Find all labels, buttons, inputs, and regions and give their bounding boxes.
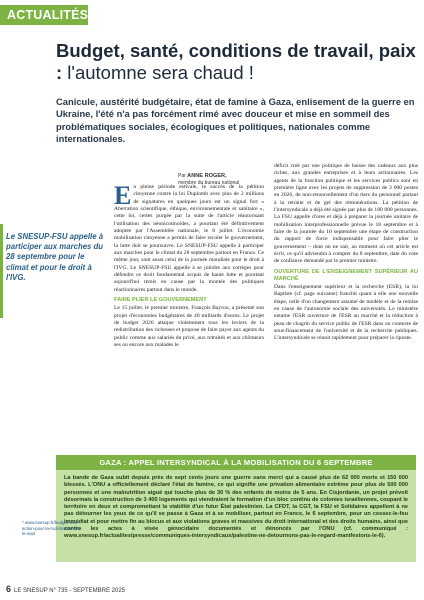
headline-rest: l'automne sera chaud ! [62,62,254,83]
col1-para1: n pleine période estivale, le succès de la pétition citoyenne contre la loi Duplomb avec plus de 2 millions de signatures en quelques jours est un signal fort « Aberration scientifique, éthique, environnementale et sanitaire », cette loi, certes purgée par la suite de l'article réautorisant l'utilisation des néonicotinoïdes, a pourtant été définitivement adoptée par l'Assemblée nationale, le 8 juillet. L'économie mobilisation citoyenne a permis de faire reculer le gouvernement, la lutte doit se poursuivre. Le SNESUP-FSU appelle à participer aux marches pour le climat du 28 septembre partout en France. Ce même jour, sont aussi celui de la journée mondiale pour le droit à l'IVG. Le SNESUP-FSU appelle à se joindre aux cortèges pour défendre ce droit fondamental acquis de haute lutte et pourtant aujourd'hui remis en cause par la montée des politiques réactionnaires partout dans le monde. [114,184,264,293]
byline-role: membre du bureau national [178,179,240,186]
lead-paragraph: Canicule, austérité budgétaire, état de famine à Gaza, enlisement de la guerre en Ukraine, l'été n'a pas forcément rimé avec douceur et mise en sommeil des problématiques sociales, écologiques et politiques, nationales comme internationales. [56,96,415,145]
gaza-box-title: GAZA : APPEL INTERSYNDICAL À LA MOBILISATION DU 6 SEPTEMBRE [56,455,416,470]
headline [56,40,416,84]
page-footer [6,584,125,594]
drop-cap: E [114,181,132,210]
side-pull-quote: Le SNESUP-FSU appelle à participer aux marches du 28 septembre pour le climat et pour le droit à l'IVG. [6,232,106,283]
gaza-box-body: La bande de Gaza subit depuis près de sept cents jours une guerre sans merci qui a causé plus de 62 000 morts et 150 000 blessés. L'ONU a officiellement déclaré l'état de famine, ce qui signifie une privation alimentaire extrême pour plus de 500 000 personnes et une malnutrition aiguë qui touche plus de 30 % des enfants de moins de 5 ans. En Cisjordanie, un projet prévoit désormais la construction de 3 400 logements qui viendraient la formation d'un bloc continu de colonies israéliennes, coupant le territoire en deux et compromettant la viabilité d'un futur État palestinien. La CFDT, la CGT, la FSU et Solidaires appellent à ne pas détourner les yeux de ce qu'il se passe à Gaza et à se mobiliser, partout en France, le 6 septembre, pour un cessez-le-feu immédiat et pour mettre fin au blocus et aux violations graves et massives du droit international et des droits humains, ainsi que contre les actes à visée génocidaire documentés et dénoncés par l'ONU (cf. communiqué : www.snesup.fr/actualites/presse/communiques-intersyndicaux/palestine-ne-detournons-pas-le-regard-manifestons-le-6). [56,470,416,562]
footnote-link[interactable]: * www.snesup.fr/budget-leve-action-pour-la-mobilisation-du-le-sept [22,520,82,536]
headline-main: Budget, santé, conditions de travail, paix : [56,40,416,83]
article-column-2 [274,163,418,343]
col2-para2: Dans l'enseignement supérieur et la recherche (ESR), la loi Baptiste (cf. page suivante) franchit quant à elle une nouvelle étape, celle d'un changement assumé de modèle et de la remise en cause de l'autonomie sociale des universités. Le ministère entame l'ESR ouverture de l'ESR au marché et la réduction à peau de chagrin du service public de l'ESR dans un contexte de sous-financement de l'université et de la recherche publiques. L'intersyndicale se réunit rapidement pour préparer la riposte. [274,283,418,342]
publication-info: LE SNESUP N° 735 - SEPTEMBRE 2025 [14,588,126,594]
subhead-enseignement: OUVERTURE DE L'ENSEIGNEMENT SUPÉRIEUR AU MARCHÉ [274,268,418,282]
col1-para2: Le 15 juillet, le premier ministre, François Bayrou, a présenté son projet d'économies budgétaires de 40 milliards d'euros. Le projet de budget 2026 attaque violemment tous les leviers de la redistribution des richesses et propose de faire payer aux agents du public comme aux salariés du privé, aux retraités et aux chômeurs ses ou encore aux malades le [114,305,264,348]
byline-author: ANNE ROGER, [187,173,227,179]
section-tag: ACTUALITÉS [0,5,88,25]
subhead-gouvernement: FAIRE PLIER LE GOUVERNEMENT [114,297,207,304]
col2-para1: déficit créé par une politique de baisse des cadeaux aux plus riches, aux grandes entreprises et à leurs actionnaires. Les agents de la fonction publique et les services publics sont en première ligne avec les projets de suppression de 3 000 postes en 2026, de non-renouvellement d'un tiers du personnel partant à la retraite et de gel des rémunérations. La pétition de l'intersyndicale a déjà été signée par plus de 180 000 personnes. La FSU appelle d'ores et déjà à préparer la journée unitaire de mobilisation interprofessionnelle prévue le 18 septembre et à faire de la journée du 10 septembre une étape de construction du rapport de force indispensable pour faire plier le gouvernement – dont on ne sait, au moment où cet article est écrit, ce qu'il adviendra à compter du 8 septembre, date du vote de confiance demandé par le premier ministre. [274,163,418,265]
page-number: 6 [6,584,12,594]
byline-prefix: Par [178,173,188,179]
